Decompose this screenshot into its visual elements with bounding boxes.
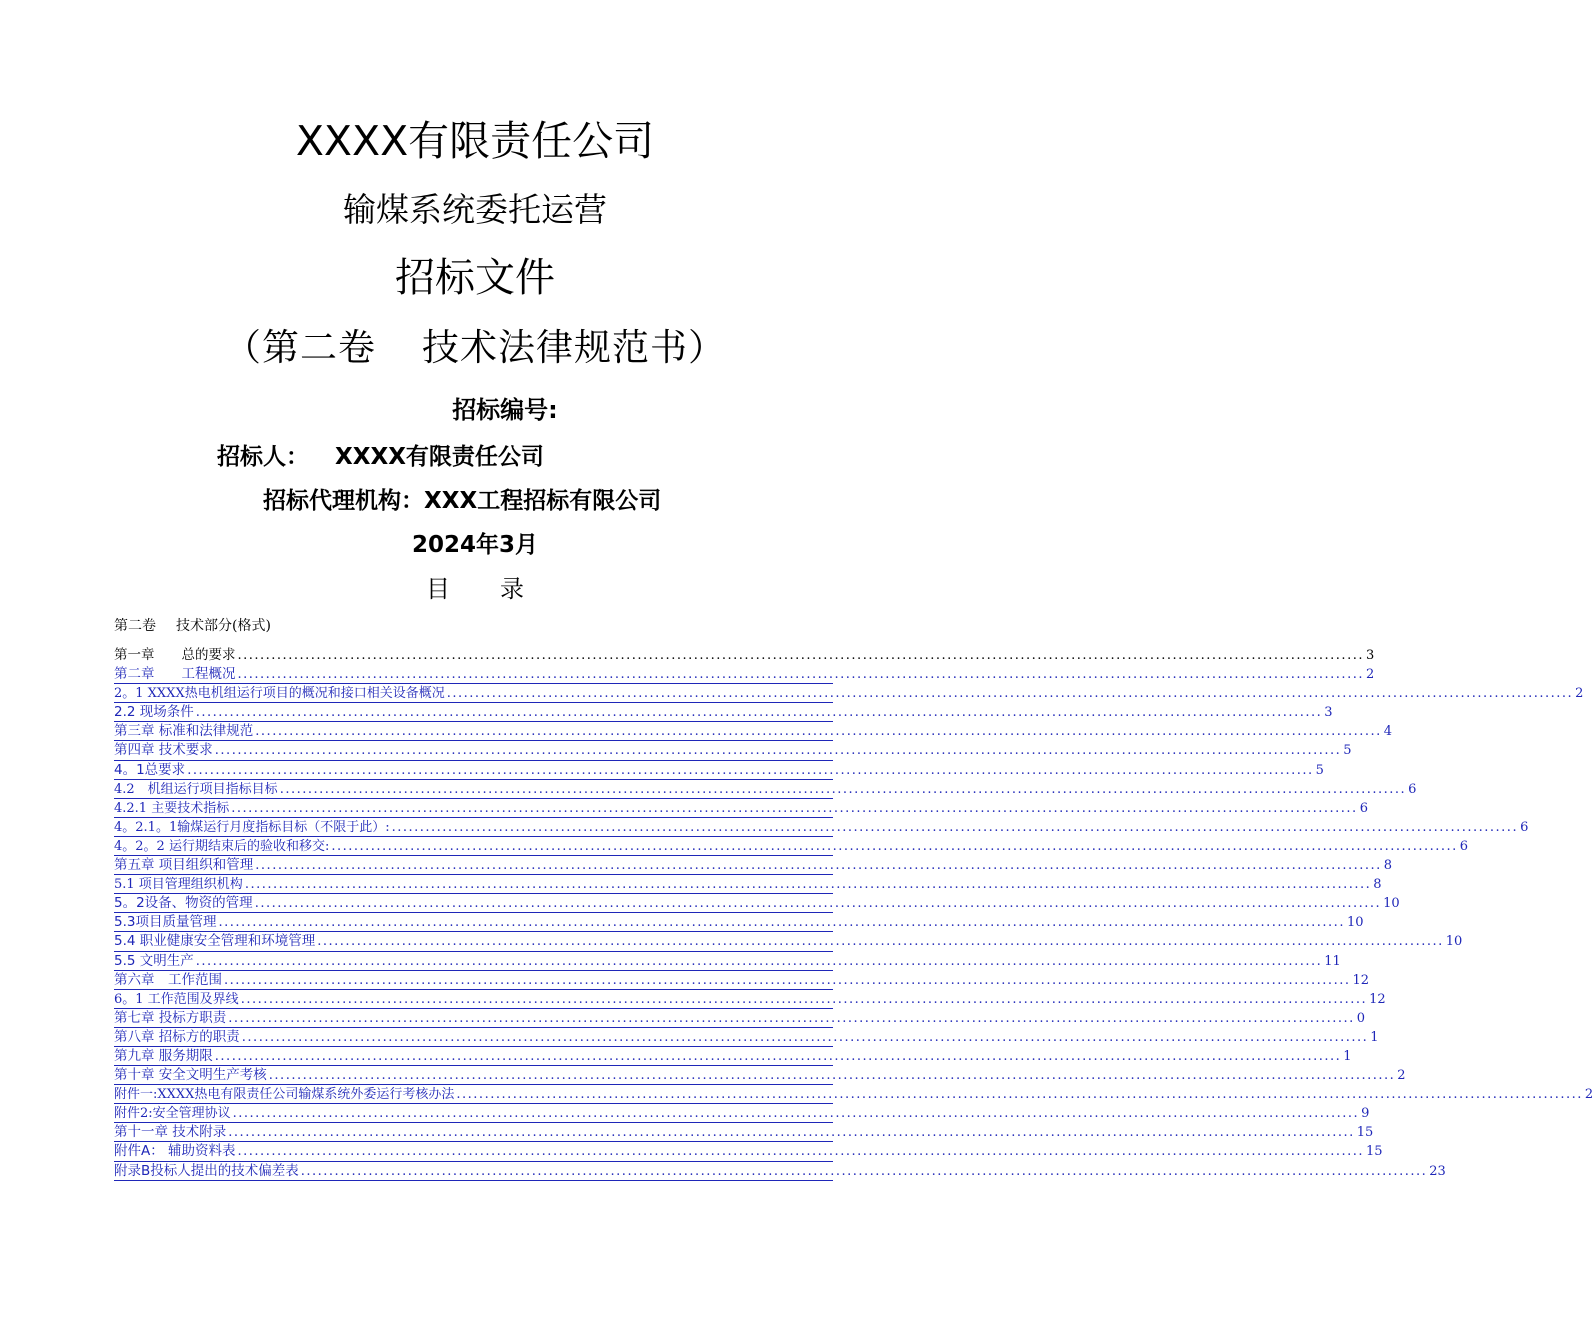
- toc-entry[interactable]: [114, 665, 1375, 684]
- toc-dot-leader: ........................................................................................................................................................................................................: [228, 1010, 1355, 1026]
- toc-entry-page: 4: [1383, 724, 1393, 740]
- toc-entry-label: 5.5 文明生产: [114, 952, 194, 969]
- toc-entry-label: 第八章 招标方的职责: [114, 1028, 240, 1045]
- toc-entry[interactable]: [114, 952, 1341, 971]
- toc-entry[interactable]: [114, 818, 1529, 837]
- toc-title: [0, 572, 950, 606]
- toc-entry[interactable]: [114, 894, 1400, 913]
- toc-entry-page: 2: [1365, 667, 1375, 683]
- cover-project: 输煤系统委托运营: [343, 190, 607, 229]
- toc-entry[interactable]: [114, 1162, 1446, 1181]
- toc-entry-label: 2.2 现场条件: [114, 704, 194, 721]
- toc-entry[interactable]: [114, 913, 1364, 932]
- toc-entry-page: 3: [1365, 648, 1375, 663]
- cover-date: 2024年3月: [411, 532, 539, 558]
- toc-dot-leader: ........................................................................................................................................................................................................: [187, 762, 1314, 778]
- toc-entry-page: 15: [1366, 1144, 1383, 1160]
- toc-entry[interactable]: [114, 780, 1417, 799]
- toc-dot-leader: ........................................................................................................................................................................................................: [255, 858, 1382, 874]
- toc-entry-page: 6: [1459, 838, 1469, 854]
- cover-company: XXXX有限责任公司: [295, 117, 655, 165]
- toc-dot-leader: ........................................................................................................................................................................................................: [254, 896, 1382, 912]
- toc-entry[interactable]: [114, 971, 1370, 990]
- toc-dot-leader: ........................................................................................................................................................................................................: [268, 1068, 1396, 1084]
- toc-dot-leader: ........................................................................................................................................................................................................: [456, 1087, 1583, 1103]
- toc-entry[interactable]: [114, 837, 1469, 856]
- toc-entry-label: 附件2:安全管理协议: [114, 1106, 231, 1122]
- toc-dot-leader: ........................................................................................................................................................................................................: [237, 648, 1364, 663]
- toc-entry-label: 5。2设备、物资的管理: [114, 895, 253, 912]
- toc-entry-page: 23: [1429, 1163, 1446, 1179]
- toc-dot-leader: ........................................................................................................................................................................................................: [240, 991, 1368, 1007]
- toc-dot-leader: ........................................................................................................................................................................................................: [300, 1163, 1428, 1179]
- toc-entry-label: 4。2。2 运行期结束后的验收和移交:: [114, 838, 330, 854]
- toc-dot-leader: ........................................................................................................................................................................................................: [237, 667, 1364, 683]
- toc-dot-leader: ........................................................................................................................................................................................................: [214, 1048, 1342, 1064]
- toc-entry-page: 3: [1324, 705, 1333, 721]
- toc-entry[interactable]: [114, 1085, 1593, 1104]
- toc-sub-a: 第二卷: [114, 618, 156, 634]
- cover-volume: [0, 320, 950, 376]
- toc-entry[interactable]: [114, 856, 1393, 875]
- toc-entry-page: 6: [1359, 800, 1368, 816]
- tenderer-label: 招标人：: [217, 444, 309, 470]
- toc-entry-page: 6: [1408, 781, 1417, 797]
- volume-open: （第二卷: [224, 326, 376, 369]
- toc-entry-label: 附件一:XXXX热电有限责任公司输煤系统外委运行考核办法: [114, 1087, 455, 1103]
- toc-entry[interactable]: [114, 990, 1386, 1009]
- toc-entry-label: 第六章 工作范围: [114, 971, 222, 988]
- toc-dot-leader: ........................................................................................................................................................................................................: [255, 724, 1382, 740]
- toc-entry-page: 11: [1324, 953, 1341, 969]
- toc-entry[interactable]: [114, 1047, 1352, 1066]
- toc-entry-label: 4。1总要求: [114, 761, 186, 778]
- toc-entry-label: 附件A： 辅助资料表: [114, 1143, 236, 1160]
- toc-dot-leader: ........................................................................................................................................................................................................: [232, 1106, 1360, 1122]
- toc-entry-label: 4.2.1 主要技术指标: [114, 800, 230, 816]
- agency-line: 招标代理机构：XXX工程招标有限公司: [263, 488, 662, 514]
- toc-entry-page: 2: [1584, 1087, 1593, 1103]
- toc-entry-page: 12: [1369, 991, 1386, 1007]
- toc-entry-label: 第四章 技术要求: [114, 742, 213, 759]
- toc-entry[interactable]: [114, 932, 1463, 951]
- toc-entry[interactable]: [114, 1066, 1406, 1085]
- toc-entry-label: 第二章 工程概况: [114, 666, 236, 683]
- cover-doc-type: 招标文件: [395, 255, 555, 301]
- toc-dot-leader: ........................................................................................................................................................................................................: [224, 972, 1351, 988]
- toc-dot-leader: ........................................................................................................................................................................................................: [391, 819, 1519, 835]
- toc-entry-label: 5.3项目质量管理: [114, 914, 217, 931]
- toc-sub-b: 技术部分(格式): [176, 618, 271, 634]
- toc-entry[interactable]: [114, 741, 1352, 760]
- toc-dot-leader: ........................................................................................................................................................................................................: [279, 781, 1407, 797]
- toc-entry[interactable]: [114, 1142, 1383, 1161]
- toc-entry-page: 10: [1445, 934, 1463, 950]
- toc-entry-page: 1: [1343, 1048, 1352, 1064]
- toc-entry[interactable]: [114, 684, 1584, 703]
- tenderer-name: XXXX有限责任公司: [335, 444, 544, 470]
- toc-dot-leader: ........................................................................................................................................................................................................: [317, 934, 1444, 950]
- toc-entry-page: 15: [1356, 1125, 1374, 1141]
- toc-entry-label: 第一章 总的要求: [114, 647, 236, 663]
- toc-entry-label: 附录B投标人提出的技术偏差表: [114, 1162, 299, 1179]
- toc-dot-leader: ........................................................................................................................................................................................................: [237, 1144, 1364, 1160]
- toc-entry[interactable]: [114, 1104, 1370, 1123]
- toc-entry-label: 4。2.1。1输煤运行月度指标目标（不限于此）:: [114, 819, 390, 835]
- toc-entry-label: 2。1 XXXX热电机组运行项目的概况和接口相关设备概况: [114, 686, 445, 702]
- toc-entry-page: 5: [1315, 762, 1324, 778]
- bid-number-label: 招标编号:: [452, 396, 558, 424]
- toc-entry[interactable]: [114, 799, 1368, 818]
- toc-entry-page: 0: [1356, 1010, 1366, 1026]
- toc-entry-label: 4.2 机组运行项目指标目标: [114, 781, 278, 797]
- toc-dot-leader: ........................................................................................................................................................................................................: [446, 686, 1574, 702]
- toc-entry-page: 8: [1383, 858, 1393, 874]
- toc-entry-page: 1: [1370, 1029, 1379, 1045]
- toc-dot-leader: ........................................................................................................................................................................................................: [244, 877, 1372, 893]
- toc-entry-label: 第七章 投标方职责: [114, 1009, 227, 1026]
- toc-entry: [114, 646, 1375, 665]
- toc-list: [114, 646, 1593, 1181]
- toc-entry[interactable]: [114, 1123, 1374, 1142]
- toc-entry-page: 2: [1575, 686, 1584, 702]
- toc-entry-page: 12: [1352, 972, 1370, 988]
- toc-dot-leader: ........................................................................................................................................................................................................: [195, 953, 1323, 969]
- toc-entry-page: 10: [1383, 896, 1400, 912]
- toc-entry-page: 8: [1373, 877, 1382, 893]
- tenderer-line: [217, 440, 544, 474]
- toc-entry-page: 10: [1346, 915, 1364, 931]
- toc-entry-label: 第三章 标准和法律规范: [114, 723, 254, 740]
- toc-entry[interactable]: [114, 722, 1393, 741]
- toc-entry[interactable]: [114, 875, 1382, 894]
- toc-entry-page: 2: [1397, 1068, 1406, 1084]
- toc-title-b: 录: [500, 575, 524, 603]
- toc-entry[interactable]: [114, 1009, 1366, 1028]
- toc-dot-leader: ........................................................................................................................................................................................................: [331, 838, 1458, 854]
- toc-entry-page: 9: [1361, 1106, 1370, 1122]
- toc-dot-leader: ........................................................................................................................................................................................................: [218, 915, 1345, 931]
- toc-entry-label: 第十一章 技术附录: [114, 1124, 227, 1141]
- toc-entry-label: 5.4 职业健康安全管理和环境管理: [114, 933, 316, 950]
- toc-dot-leader: ........................................................................................................................................................................................................: [195, 705, 1323, 721]
- volume-close: 技术法律规范书）: [422, 326, 726, 369]
- toc-dot-leader: ........................................................................................................................................................................................................: [241, 1029, 1369, 1045]
- toc-entry[interactable]: [114, 703, 1333, 722]
- toc-entry-label: 第九章 服务期限: [114, 1047, 213, 1064]
- toc-entry[interactable]: [114, 1028, 1379, 1047]
- toc-entry-label: 第十章 安全文明生产考核: [114, 1067, 267, 1084]
- toc-dot-leader: ........................................................................................................................................................................................................: [228, 1125, 1355, 1141]
- toc-entry-label: 第五章 项目组织和管理: [114, 857, 254, 874]
- toc-entry-label: 5.1 项目管理组织机构: [114, 877, 243, 893]
- toc-title-a: 目: [426, 575, 450, 603]
- toc-dot-leader: ........................................................................................................................................................................................................: [214, 743, 1342, 759]
- toc-entry-page: 6: [1520, 819, 1529, 835]
- toc-entry-page: 5: [1343, 743, 1352, 759]
- toc-subheading: [114, 616, 271, 636]
- toc-entry[interactable]: [114, 761, 1324, 780]
- toc-dot-leader: ........................................................................................................................................................................................................: [231, 800, 1358, 816]
- toc-entry-label: 6。1 工作范围及界线: [114, 991, 239, 1007]
